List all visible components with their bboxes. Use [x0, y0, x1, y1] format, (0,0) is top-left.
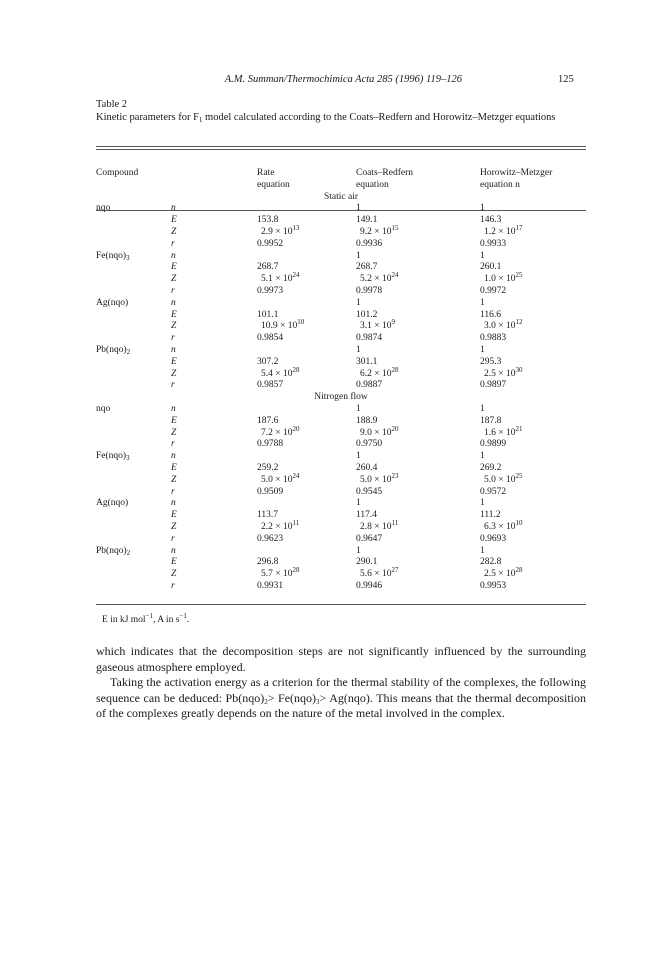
compound-name: $Pb(nqo)_2$ — [96, 545, 131, 557]
parameter-symbol: r — [171, 333, 175, 344]
compound-name — [96, 557, 171, 569]
table-row — [96, 404, 586, 416]
rate-cell: 296.8 — [257, 557, 279, 568]
cr-cell: 1 — [356, 203, 361, 214]
hm-cell: 0.9899 — [480, 439, 507, 450]
cr-cell: 149.1 — [356, 215, 378, 226]
cr-cell: 1 — [356, 403, 361, 414]
rate-cell: $5.1 \times 10^{24}$ — [261, 271, 300, 285]
rate-cell: 0.9857 — [257, 380, 284, 391]
compound-name: $Fe(nqo)_3$ — [96, 250, 130, 262]
cr-cell: 268.7 — [356, 262, 378, 273]
rate-cell: 0.9788 — [257, 439, 284, 450]
table-row — [96, 227, 586, 239]
table-row — [96, 534, 586, 546]
compound-name — [96, 416, 171, 428]
table-row — [96, 439, 586, 451]
col-coats-redfern-2: equation — [356, 179, 389, 190]
parameter-symbol: E — [171, 510, 177, 521]
rate-cell: 113.7 — [257, 510, 279, 521]
cr-cell: 1 — [356, 344, 361, 355]
table-row — [96, 475, 586, 487]
hm-cell: 1 — [480, 250, 485, 261]
parameter-symbol: Z — [171, 569, 177, 580]
parameter-symbol: n — [171, 203, 176, 214]
parameter-symbol: Z — [171, 521, 177, 532]
compound-name — [96, 569, 171, 581]
parameter-symbol: E — [171, 309, 177, 320]
parameter-symbol: E — [171, 215, 177, 226]
hm-cell: 1 — [480, 297, 485, 308]
cr-cell: 0.9887 — [356, 380, 383, 391]
rate-cell: 0.9931 — [257, 580, 284, 591]
paragraph-2: Taking the activation energy as a criterion for the thermal stability of the complexes, the following sequence can be deduced: $Pb(nqo)_2> Fe(nqo)_3> Ag(nqo)$. This means that the thermal decomposition of the complexes greatly depends on the nature of the metal involved in the complex. — [96, 675, 586, 720]
cr-cell: $9.2 \times 10^{15}$ — [360, 223, 399, 237]
table-row — [96, 357, 586, 369]
compound-name: $Fe(nqo)_3$ — [96, 451, 130, 463]
hm-cell: 1 — [480, 451, 485, 462]
compound-name — [96, 321, 171, 333]
table-row — [96, 369, 586, 381]
parameter-symbol: n — [171, 297, 176, 308]
table-row — [96, 298, 586, 310]
parameter-symbol: n — [171, 344, 176, 355]
parameter-symbol: E — [171, 262, 177, 273]
hm-cell: 0.9897 — [480, 380, 507, 391]
running-head: A.M. Summan/Thermochimica Acta 285 (1996) 119–126 — [224, 74, 462, 85]
compound-name: nqo — [96, 403, 111, 414]
cr-cell: 1 — [356, 545, 361, 556]
compound-name — [96, 439, 171, 451]
table-footnote: E in kJ mol$^{-1}$, A in $s^{-1}$. — [102, 612, 190, 625]
cr-cell: 1 — [356, 250, 361, 261]
table-row — [96, 487, 586, 499]
hm-cell: 0.9572 — [480, 486, 507, 497]
table-row — [96, 546, 586, 558]
hm-cell: $1.2 \times 10^{17}$ — [484, 223, 523, 237]
compound-name — [96, 510, 171, 522]
hm-cell: 269.2 — [480, 462, 502, 473]
parameter-symbol: r — [171, 439, 175, 450]
cr-cell: 0.9978 — [356, 285, 383, 296]
cr-cell: 260.4 — [356, 462, 378, 473]
table-row — [96, 428, 586, 440]
parameter-symbol: n — [171, 403, 176, 414]
parameter-symbol: r — [171, 380, 175, 391]
cr-cell: 0.9946 — [356, 580, 383, 591]
rate-cell: $5.7 \times 10^{28}$ — [261, 566, 300, 580]
hm-cell: 1 — [480, 545, 485, 556]
hm-cell: $2.5 \times 10^{30}$ — [484, 365, 523, 379]
compound-name: Ag(nqo) — [96, 498, 129, 509]
parameter-symbol: n — [171, 250, 176, 261]
parameter-symbol: Z — [171, 427, 177, 438]
cr-cell: 1 — [356, 498, 361, 509]
table-row — [96, 569, 586, 581]
hm-cell: 1 — [480, 344, 485, 355]
col-rate-equation-2: equation — [257, 179, 290, 190]
hm-cell: 0.9972 — [480, 285, 507, 296]
compound-name — [96, 475, 171, 487]
table-bottom-rule — [96, 604, 586, 605]
hm-cell: 1 — [480, 498, 485, 509]
cr-cell: 1 — [356, 297, 361, 308]
table-row — [96, 463, 586, 475]
parameter-symbol: Z — [171, 474, 177, 485]
compound-name — [96, 369, 171, 381]
cr-cell: $5.6 \times 10^{27}$ — [360, 566, 399, 580]
rate-cell: $2.2 \times 10^{11}$ — [261, 518, 300, 532]
page-number: 125 — [558, 74, 574, 85]
hm-cell: 295.3 — [480, 356, 502, 367]
rate-cell: 0.9623 — [257, 533, 284, 544]
rate-cell: 0.9854 — [257, 333, 284, 344]
parameter-symbol: n — [171, 498, 176, 509]
hm-cell: 116.6 — [480, 309, 502, 320]
hm-cell: $5.0 \times 10^{25}$ — [484, 471, 523, 485]
table-row — [96, 239, 586, 251]
parameter-symbol: r — [171, 486, 175, 497]
compound-name — [96, 227, 171, 239]
col-compound: Compound — [96, 168, 139, 178]
table-header-row-1 — [96, 168, 586, 180]
hm-cell: $2.5 \times 10^{28}$ — [484, 566, 523, 580]
parameter-symbol: Z — [171, 321, 177, 332]
section-title: Nitrogen flow — [314, 392, 368, 403]
hm-cell: 146.3 — [480, 215, 502, 226]
col-coats-redfern: Coats–Redfern — [356, 168, 413, 178]
rate-cell: 307.2 — [257, 356, 279, 367]
rate-cell: 0.9509 — [257, 486, 284, 497]
compound-name — [96, 215, 171, 227]
compound-name — [96, 522, 171, 534]
table-row — [96, 557, 586, 569]
rate-cell: 153.8 — [257, 215, 279, 226]
hm-cell: 260.1 — [480, 262, 502, 273]
header-rule — [96, 210, 586, 211]
col-horowitz-metzger-2: equation n — [480, 179, 520, 190]
cr-cell: $5.0 \times 10^{23}$ — [360, 471, 399, 485]
rate-cell — [257, 498, 356, 510]
compound-name — [96, 357, 171, 369]
cr-cell: 290.1 — [356, 557, 378, 568]
parameter-symbol: n — [171, 451, 176, 462]
hm-cell: $3.0 \times 10^{12}$ — [484, 318, 523, 332]
hm-cell: $6.3 \times 10^{10}$ — [484, 518, 523, 532]
compound-name — [96, 380, 171, 392]
compound-name — [96, 534, 171, 546]
table-top-rule — [96, 146, 586, 150]
hm-cell: 0.9883 — [480, 333, 507, 344]
hm-cell: 1 — [480, 403, 485, 414]
cr-cell: $6.2 \times 10^{28}$ — [360, 365, 399, 379]
table-row — [96, 310, 586, 322]
col-horowitz-metzger: Horowitz–Metzger — [480, 168, 553, 178]
parameter-symbol: E — [171, 462, 177, 473]
rate-cell — [257, 404, 356, 416]
cr-cell: 0.9936 — [356, 238, 383, 249]
cr-cell: 117.4 — [356, 510, 378, 521]
compound-name — [96, 428, 171, 440]
hm-cell: $1.6 \times 10^{21}$ — [484, 424, 523, 438]
cr-cell: 0.9647 — [356, 533, 383, 544]
cr-cell: 0.9545 — [356, 486, 383, 497]
compound-name — [96, 487, 171, 499]
table-row — [96, 522, 586, 534]
cr-cell: 188.9 — [356, 415, 378, 426]
kinetic-parameters-table — [96, 168, 586, 593]
hm-cell: 282.8 — [480, 557, 502, 568]
parameter-symbol: E — [171, 557, 177, 568]
rate-cell — [257, 546, 356, 558]
hm-cell: 0.9933 — [480, 238, 507, 249]
rate-cell: $10.9 \times 10^{10}$ — [261, 318, 305, 332]
compound-name — [96, 463, 171, 475]
table-header-row-2 — [96, 180, 586, 192]
hm-cell: 187.8 — [480, 415, 502, 426]
table-row — [96, 581, 586, 593]
cr-cell: $2.8 \times 10^{11}$ — [360, 518, 399, 532]
compound-name — [96, 581, 171, 593]
table-row — [96, 262, 586, 274]
rate-cell: 268.7 — [257, 262, 279, 273]
hm-cell: 1 — [480, 203, 485, 214]
compound-name: nqo — [96, 203, 111, 214]
compound-name: $Pb(nqo)_2$ — [96, 344, 131, 356]
section-row — [96, 392, 586, 404]
rate-cell — [257, 251, 356, 263]
rate-cell — [257, 298, 356, 310]
col-rate-equation: Rate — [257, 168, 275, 178]
table-row — [96, 274, 586, 286]
rate-cell: $2.9 \times 10^{13}$ — [261, 223, 300, 237]
table-label: Table 2 — [96, 99, 128, 110]
table-row — [96, 498, 586, 510]
hm-cell: 111.2 — [480, 510, 501, 521]
rate-cell: 187.6 — [257, 415, 279, 426]
rate-cell — [257, 345, 356, 357]
compound-name — [96, 239, 171, 251]
compound-name — [96, 333, 171, 345]
cr-cell: 301.1 — [356, 356, 378, 367]
table-row — [96, 286, 586, 298]
table-title: Kinetic parameters for $F_1$ model calculated according to the Coats–Redfern and Horowitz–Metzger equations — [96, 112, 556, 124]
rate-cell: $7.2 \times 10^{20}$ — [261, 424, 300, 438]
table-row — [96, 215, 586, 227]
compound-name — [96, 262, 171, 274]
table-row — [96, 510, 586, 522]
cr-cell: $3.1 \times 10^9$ — [360, 318, 395, 332]
rate-cell: $5.4 \times 10^{28}$ — [261, 365, 300, 379]
cr-cell: 101.2 — [356, 309, 378, 320]
hm-cell: $1.0 \times 10^{25}$ — [484, 271, 523, 285]
paragraph-1: which indicates that the decomposition steps are not significantly influenced by the surrounding gaseous atmosphere employed. — [96, 644, 586, 674]
parameter-symbol: Z — [171, 368, 177, 379]
rate-cell: 101.1 — [257, 309, 279, 320]
compound-name — [96, 274, 171, 286]
compound-name — [96, 286, 171, 298]
table-row — [96, 251, 586, 263]
table-row — [96, 451, 586, 463]
parameter-symbol: r — [171, 285, 175, 296]
parameter-symbol: r — [171, 238, 175, 249]
rate-cell: 0.9952 — [257, 238, 284, 249]
compound-name — [96, 310, 171, 322]
table-body — [96, 192, 586, 593]
hm-cell: 0.9693 — [480, 533, 507, 544]
parameter-symbol: Z — [171, 274, 177, 285]
cr-cell: 0.9750 — [356, 439, 383, 450]
parameter-symbol: E — [171, 415, 177, 426]
compound-name: Ag(nqo) — [96, 297, 129, 308]
parameter-symbol: r — [171, 533, 175, 544]
parameter-symbol: r — [171, 580, 175, 591]
table-row — [96, 345, 586, 357]
hm-cell: 0.9953 — [480, 580, 507, 591]
rate-cell — [257, 451, 356, 463]
table-row — [96, 333, 586, 345]
rate-cell: $5.0 \times 10^{24}$ — [261, 471, 300, 485]
body-text — [96, 644, 586, 722]
table-row — [96, 321, 586, 333]
rate-cell: 259.2 — [257, 462, 279, 473]
parameter-symbol: Z — [171, 226, 177, 237]
parameter-symbol: n — [171, 545, 176, 556]
table-caption — [96, 98, 586, 124]
table-row — [96, 416, 586, 428]
cr-cell: $9.0 \times 10^{20}$ — [360, 424, 399, 438]
section-title: Static air — [323, 191, 359, 202]
parameter-symbol: E — [171, 356, 177, 367]
rate-cell: 0.9973 — [257, 285, 284, 296]
section-row — [96, 192, 586, 204]
cr-cell: 1 — [356, 451, 361, 462]
table-row — [96, 380, 586, 392]
cr-cell: 0.9874 — [356, 333, 383, 344]
cr-cell: $5.2 \times 10^{24}$ — [360, 271, 399, 285]
